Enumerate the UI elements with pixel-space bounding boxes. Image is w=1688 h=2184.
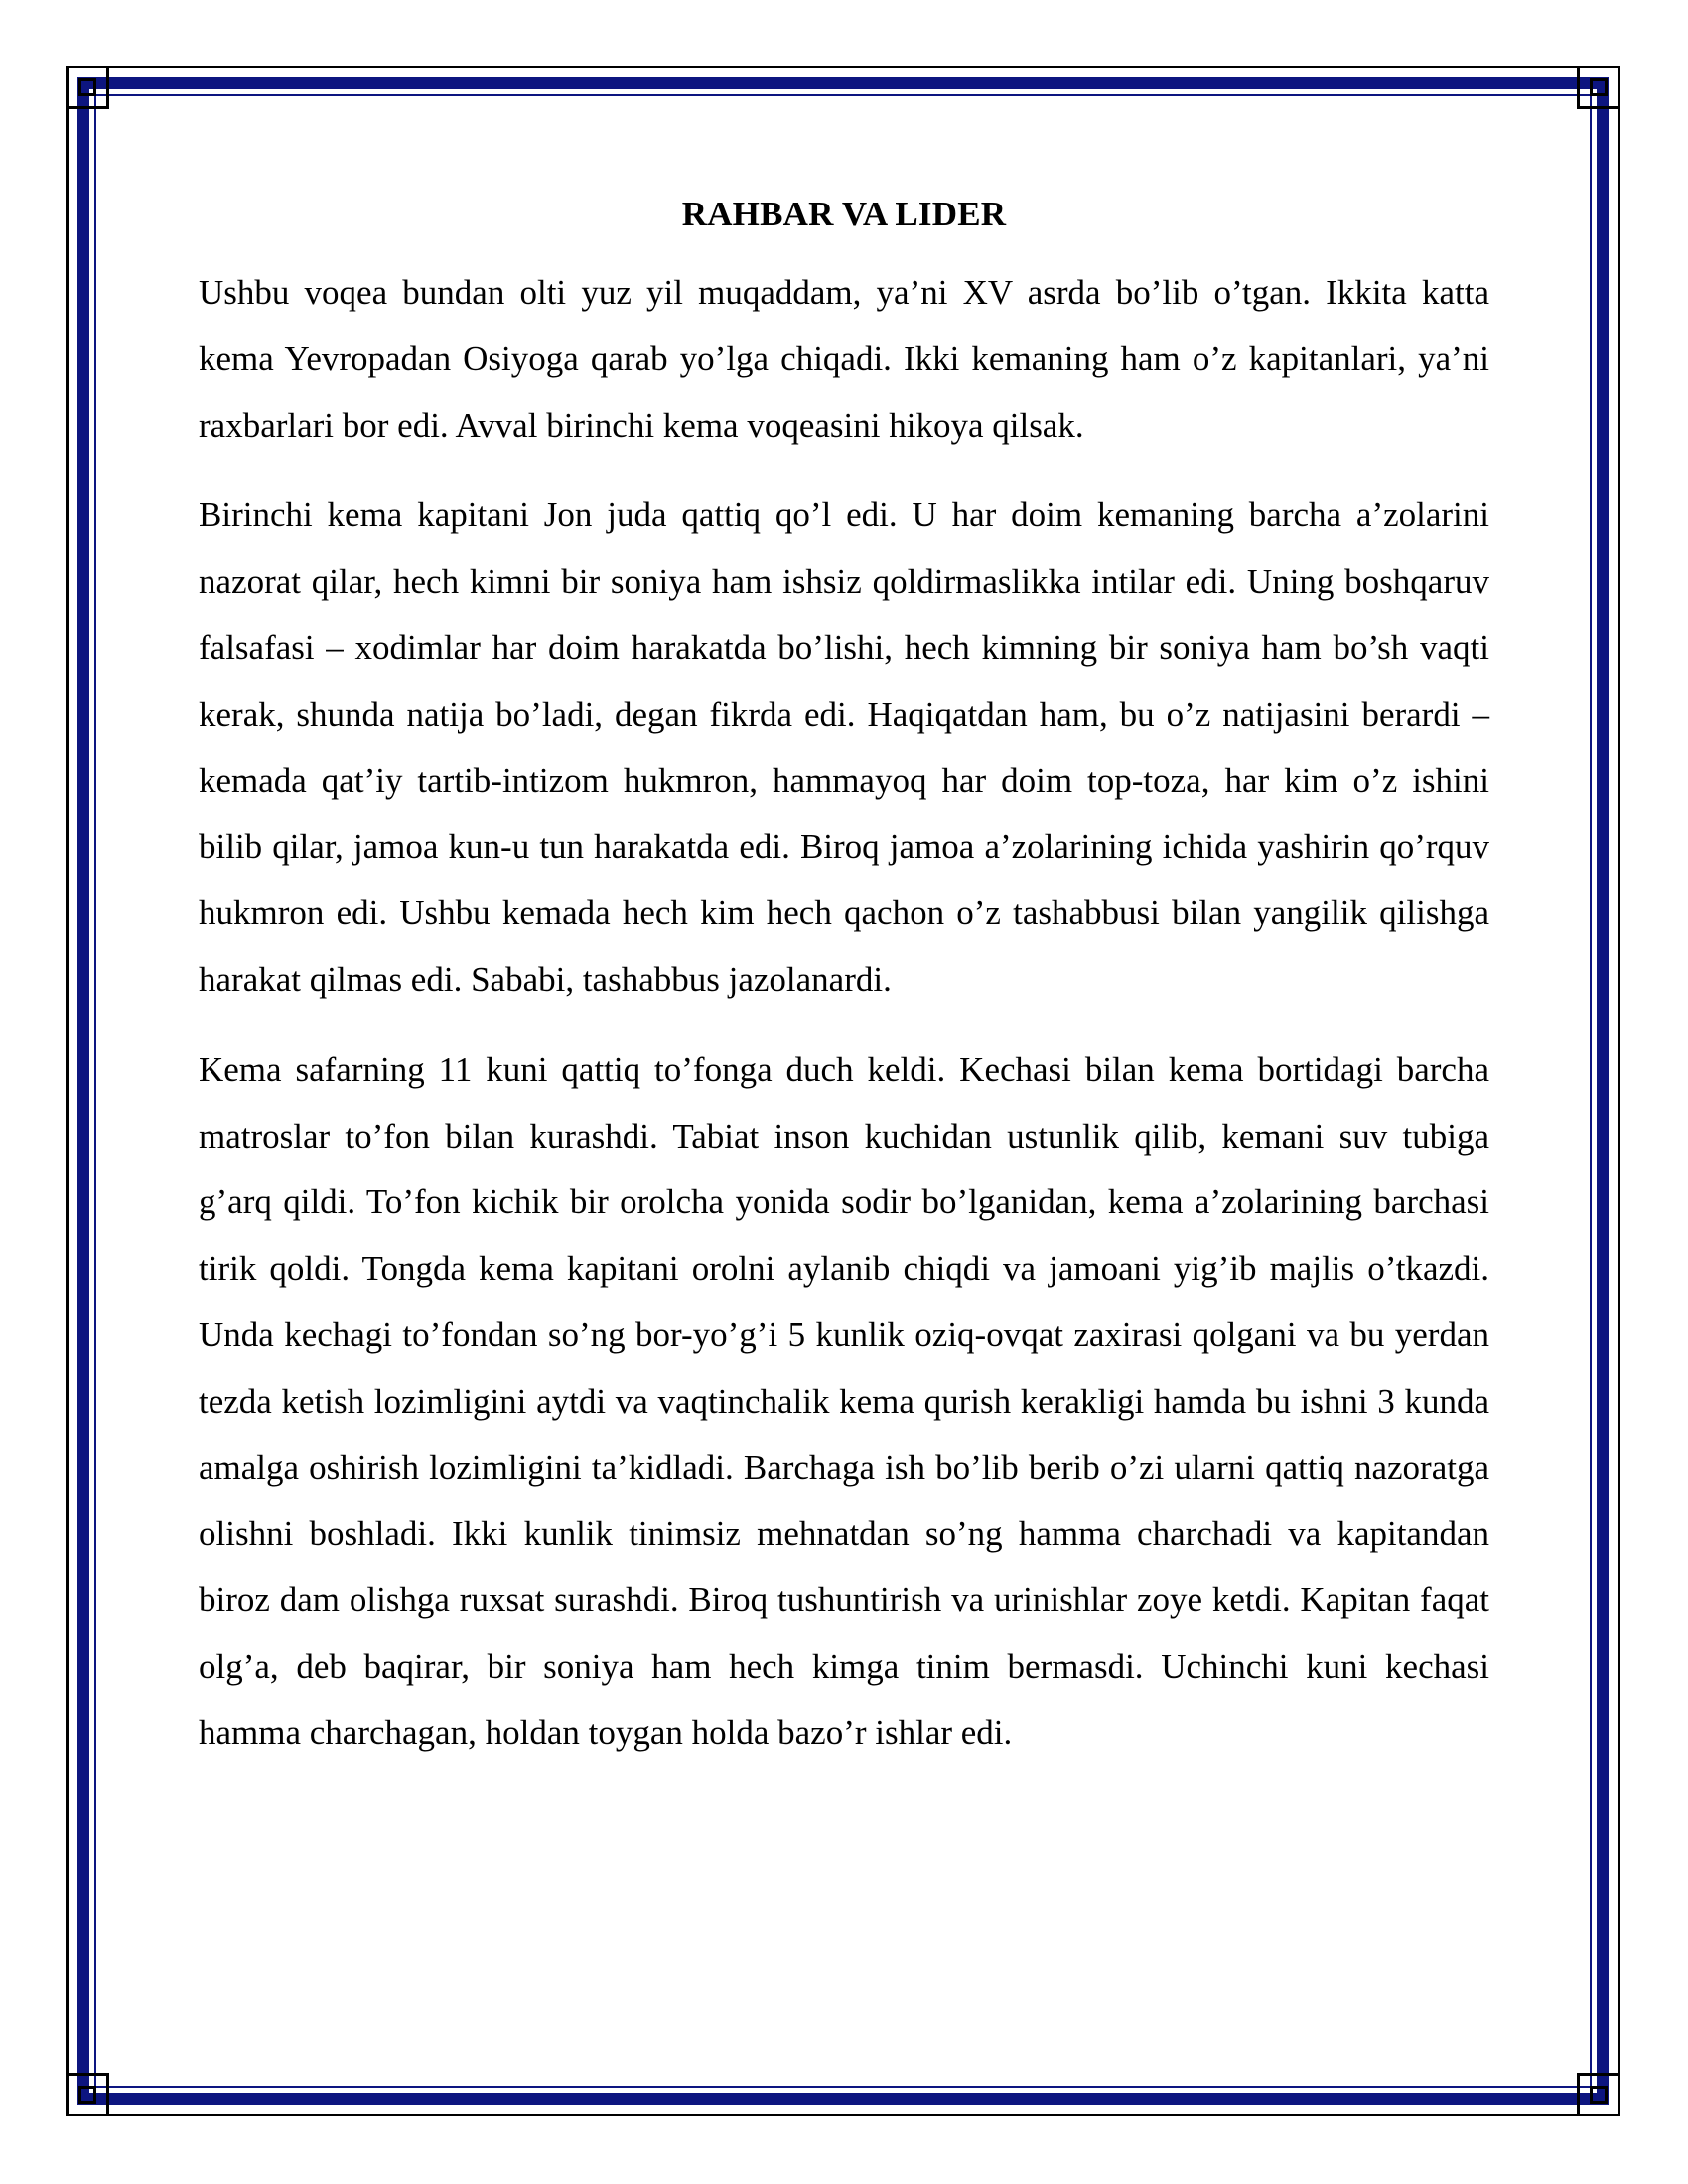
document-body	[199, 195, 1489, 1791]
border-corner-ornament-bottom-right	[1577, 2073, 1620, 2116]
paragraph-1: Ushbu voqea bundan olti yuz yil muqaddam, ya’ni XV asrda bo’lib o’tgan. Ikkita katta kema Yevropadan Osiyoga qarab yo’lga chiqadi. Ikki kemaning ham o’z kapitanlari, ya’ni raxbarlari bor edi. Avval birinchi kema voqeasini hikoya qilsak.	[199, 273, 1489, 445]
document-title: RAHBAR VA LIDER	[681, 195, 1007, 233]
border-corner-ornament-top-left	[66, 66, 109, 109]
paragraph-2: Birinchi kema kapitani Jon juda qattiq qo’l edi. U har doim kemaning barcha a’zolarini nazorat qilar, hech kimni bir soniya ham ishsiz qoldirmaslikka intilar edi. Uning boshqaruv falsafasi – xodimlar har doim harakatda bo’lishi, hech kimning bir soniya ham bo’sh vaqti kerak, shunda natija bo’ladi, degan fikrda edi. Haqiqatdan ham, bu o’z natijasini berardi – kemada qat’iy tartib-intizom hukmron, hammayoq har doim top-toza, har kim o’z ishini bilib qilar, jamoa kun-u tun harakatda edi. Biroq jamoa a’zolarining ichida yashirin qo’rquv hukmron edi. Ushbu kemada hech kim hech qachon o’z tashabbusi bilan yangilik qilishga harakat qilmas edi. Sababi, tashabbus jazolanardi.	[199, 495, 1489, 999]
border-corner-ornament-bottom-left	[66, 2073, 109, 2116]
paragraph-3: Kema safarning 11 kuni qattiq to’fonga duch keldi. Kechasi bilan kema bortidagi barcha matroslar to’fon bilan kurashdi. Tabiat inson kuchidan ustunlik qilib, kemani suv tubiga g’arq qildi. To’fon kichik bir orolcha yonida sodir bo’lganidan, kema a’zolarining barchasi tirik qoldi. Tongda kema kapitani orolni aylanib chiqdi va jamoani yig’ib majlis o’tkazdi. Unda kechagi to’fondan so’ng bor-yo’g’i 5 kunlik oziq-ovqat zaxirasi qolgani va bu yerdan tezda ketish lozimligini aytdi va vaqtinchalik kema qurish kerakligi hamda bu ishni 3 kunda amalga oshirish lozimligini ta’kidladi. Barchaga ish bo’lib berib o’zi ularni qattiq nazoratga olishni boshladi. Ikki kunlik tinimsiz mehnatdan so’ng hamma charchadi va kapitandan biroz dam olishga ruxsat surashdi. Biroq tushuntirish va urinishlar zoye ketdi. Kapitan faqat olg’a, deb baqirar, bir soniya ham hech kimga tinim bermasdi. Uchinchi kuni kechasi hamma charchagan, holdan toygan holda bazo’r ishlar edi.	[199, 1049, 1489, 1752]
border-corner-ornament-top-right	[1577, 66, 1620, 109]
